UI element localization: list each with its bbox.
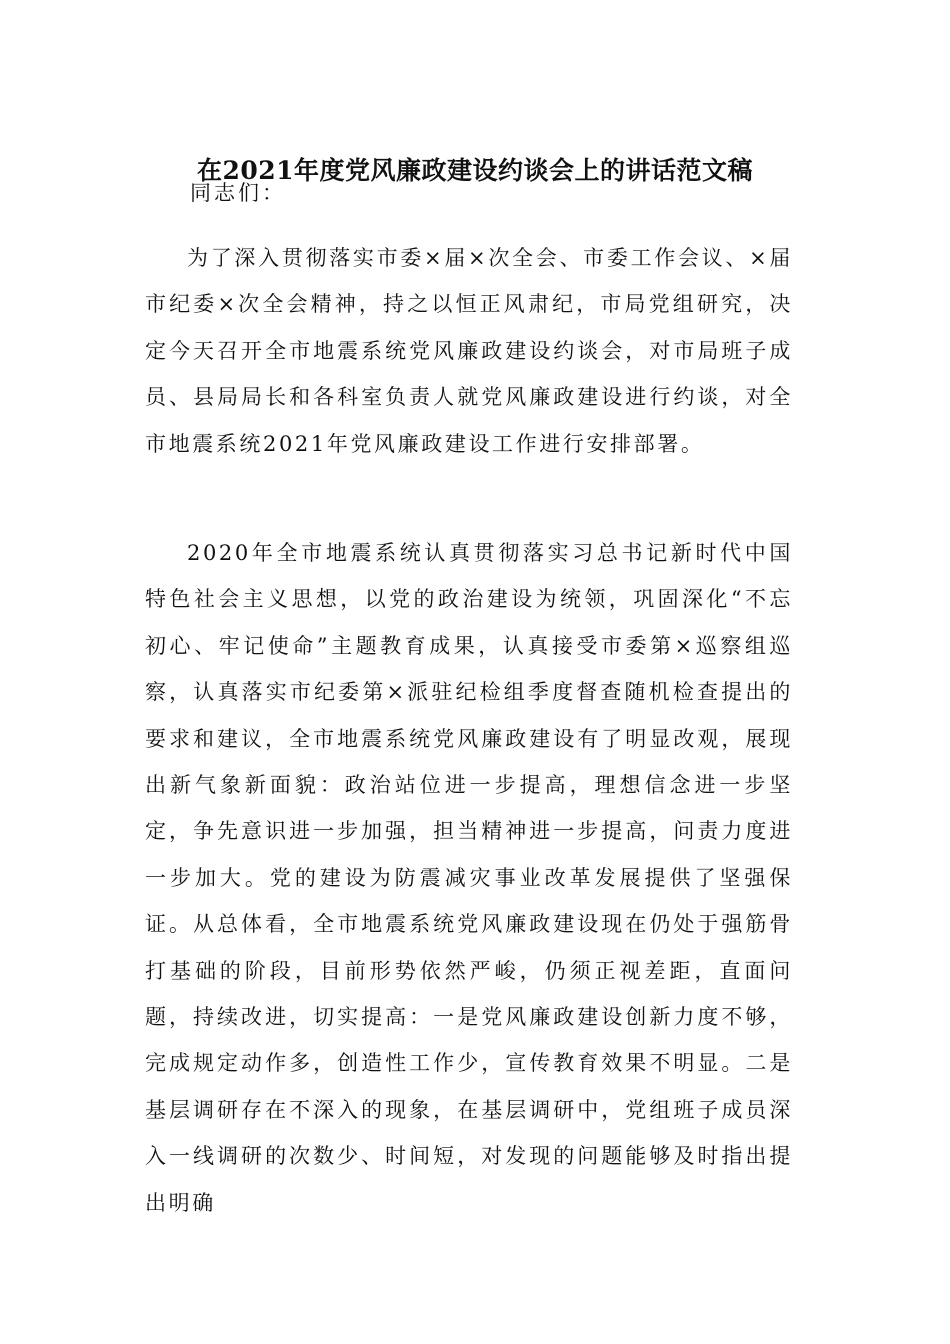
paragraph-intro: 为了深入贯彻落实市委×届×次全会、市委工作会议、×届市纪委×次全会精神，持之以恒正风肃纪，市局党组研究，决定今天召开全市地震系统党风廉政建设约谈会，对市局班子成员、县局局长和各科室负责人就党风廉政建设进行约谈，对全市地震系统2021年党风廉政建设工作进行安排部署。 <box>145 246 793 456</box>
document-title: 在2021年度党风廉政建设约谈会上的讲话范文稿 <box>196 155 754 185</box>
paragraph-review: 2020年全市地震系统认真贯彻落实习总书记新时代中国特色社会主义思想，以党的政治建设为统领，巩固深化“不忘初心、牢记使命”主题教育成果，认真接受市委第×巡察组巡察，认真落实市纪委第×派驻纪检组季度督查随机检查提出的要求和建议，全市地震系统党风廉政建设有了明显改观，展现出新气象新面貌：政治站位进一步提高，理想信念进一步坚定，争先意识进一步加强，担当精神进一步提高，问责力度进一步加大。党的建设为防震减灾事业改革发展提供了坚强保证。从总体看，全市地震系统党风廉政建设现在仍处于强筋骨打基础的阶段，目前形势依然严峻，仍须正视差距，直面问题，持续改进，切实提高：一是党风廉政建设创新力度不够，完成规定动作多，创造性工作少，宣传教育效果不明显。二是基层调研存在不深入的现象，在基层调研中，党组班子成员深入一线调研的次数少、时间短，对发现的问题能够及时指出提出明确 <box>145 541 793 1215</box>
salutation: 同志们： <box>190 181 286 205</box>
